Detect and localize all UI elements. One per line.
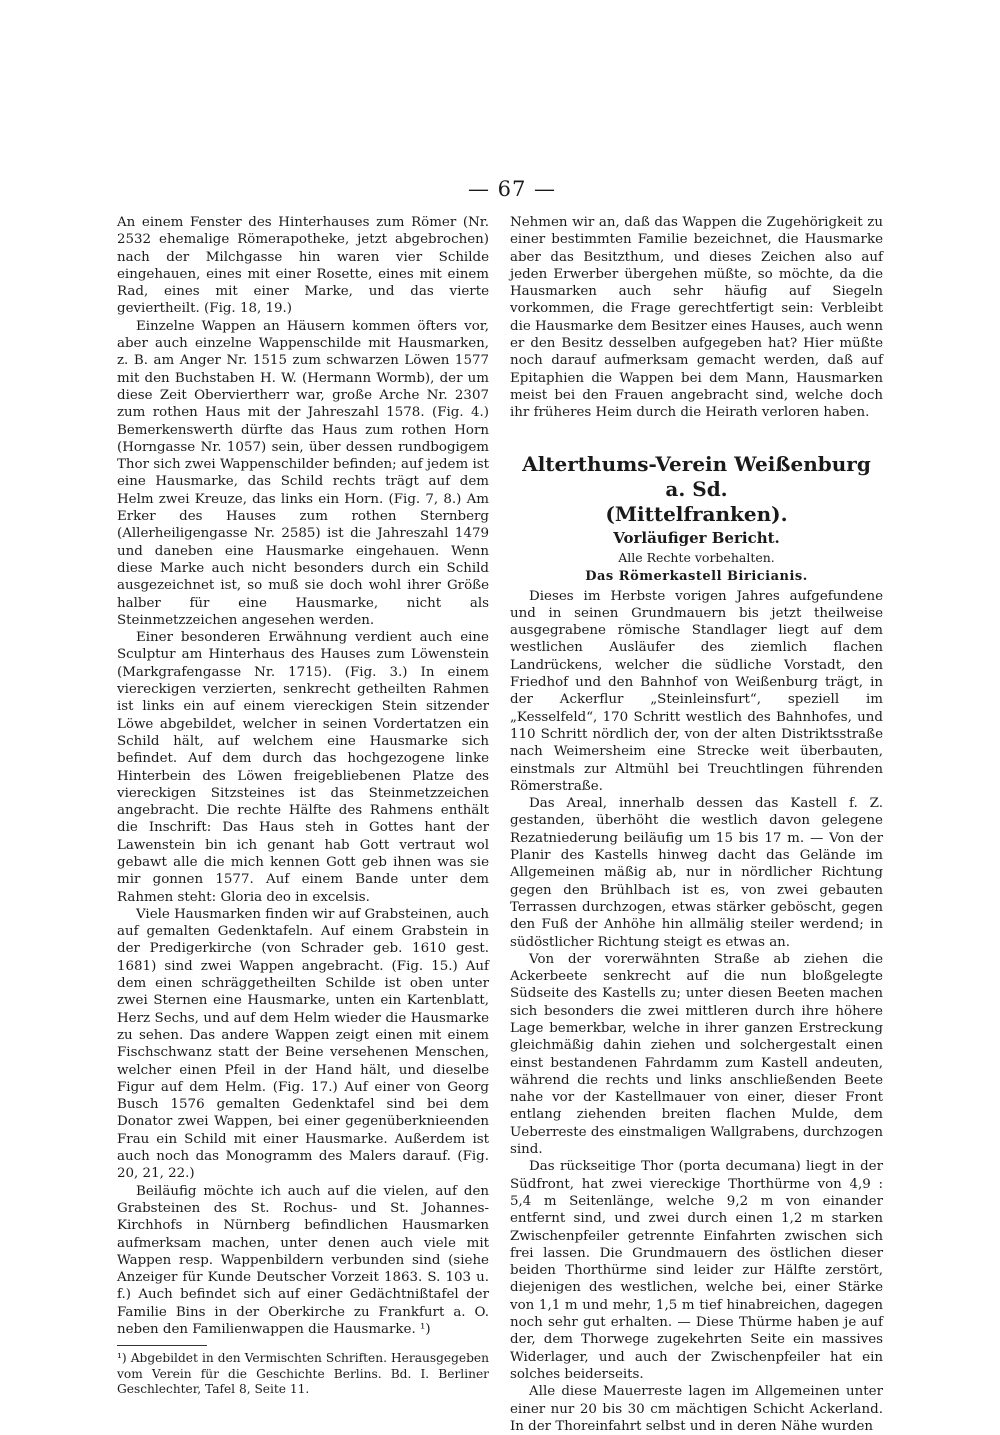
paragraph: Das Areal, innerhalb dessen das Kastell f. Z. gestanden, überhöht die westlich davon gelegene Rezatniederung beiläufig um 15 bis 17 m. — Von der Planir des Kastells hinweg dacht das Gelände im Allgemeinen mäßig ab, nur in nördlicher Richtung gegen den Brühlbach ist es, von zwei gebauten Terrassen durchzogen, etwas stärker geböscht, gegen den Fuß der Anhöhe hin allmälig steiler werdend; in südöstlicher Richtung steigt es etwas an. <box>510 796 883 950</box>
paragraph: Viele Hausmarken finden wir auf Grabsteinen, auch auf gemalten Gedenktafeln. Auf einem Grabstein in der Predigerkirche (von Schrader geb. 1610 gest. 1681) sind zwei Wappen angebracht. (Fig. 15.) Auf dem einen schräggetheilten Schilde ist oben unter zwei Sternen eine Hausmarke, unten ein Kartenblatt, Herz Sechs, und auf dem Helm wieder die Hausmarke zu sehen. Das andere Wappen zeigt einen mit einem Fischschwanz statt der Beine versehenen Menschen, welcher einen Pfeil in der Hand hält, und dieselbe Figur auf dem Helm. (Fig. 17.) Auf einer von Georg Busch 1576 gemalten Gedenktafel sind bei dem Donator zwei Wappen, bei einer gegenüberknieenden Frau ein Schild mit einer Hausmarke. Außerdem ist auch noch das Monogramm des Malers darauf. (Fig. 20, 21, 22.) <box>117 906 489 1182</box>
left-column <box>117 214 489 1398</box>
paragraph: Nehmen wir an, daß das Wappen die Zugehörigkeit zu einer bestimmten Familie bezeichnet, die Hausmarke aber das Besitzthum, und dieses Zeichen also auf jeden Erwerber übergehen müßte, so möchte, da die Hausmarken auch sehr häufig auf Siegeln vorkommen, die Frage gerechtfertigt sein: Verbleibt die Hausmarke dem Besitzer eines Hauses, auch wenn er den Besitz desselben aufgegeben hat? Hier müßte noch darauf aufmerksam gemacht werden, daß auf Epitaphien die Wappen bei dem Mann, Hausmarken meist bei den Frauen angebracht sind, welche doch ihr früheres Heim durch die Heirath verloren haben. <box>510 215 883 421</box>
paragraph: Einzelne Wappen an Häusern kommen öfters vor, aber auch einzelne Wappenschilde mit Hausmarken, z. B. am Anger Nr. 1515 zum schwarzen Löwen 1577 mit den Buchstaben H. W. (Hermann Wormb), der um diese Zeit Oberviertherr war, große Arche Nr. 2307 zum rothen Haus mit der Jahreszahl 1578. (Fig. 4.) Bemerkenswerth dürfte das Haus zum rothen Horn (Horngasse Nr. 1057) sein, über dessen rundbogigem Thor sich zwei Wappenschilder befinden; auf jedem ist eine Hausmarke, das Schild rechts trägt auf dem Helm zwei Kreuze, das links ein Horn. (Fig. 7, 8.) Am Erker des Hauses zum rothen Sternberg (Allerheiligengasse Nr. 2585) ist die Jahreszahl 1479 und daneben eine Hausmarke eingehauen. Wenn diese Marke auch nicht besonders durch ein Schild ausgezeichnet ist, so muß sie doch wohl ihrer Größe halber für eine Hausmarke, nicht als Steinmetzzeichen angesehen werden. <box>117 318 489 628</box>
paragraph: Beiläufig möchte ich auch auf die vielen, auf den Grabsteinen des St. Rochus- und St. Johannes-Kirchhofs in Nürnberg befindlichen Hausmarken aufmerksam machen, unter denen auch viele mit Wappen resp. Wappenbildern verbunden sind (siehe Anzeiger für Kunde Deutscher Vorzeit 1863. S. 103 u. f.) Auch befindet sich auf einer Gedächtnißtafel der Familie Bins in der Oberkirche zu Frankfurt a. O. neben den Familienwappen die Hausmarke. ¹) <box>117 1183 489 1337</box>
article-subheading: Vorläufiger Bericht. <box>613 528 780 547</box>
article-heading-region: (Mittelfranken). <box>605 501 788 526</box>
right-column <box>510 214 883 1435</box>
paragraph: Das rückseitige Thor (porta decumana) liegt in der Südfront, hat zwei viereckige Thorthürme von 4,9 : 5,4 m Seitenlänge, welche 9,2 m von einander entfernt sind, und zwei durch einen 1,2 m starken Zwischenpfeiler getrennte Einfahrten zwischen sich frei lassen. Die Grundmauern des östlichen dieser beiden Thorthürme sind leider zur Hälfte zerstört, diejenigen des westlichen, welche bei, einer Stärke von 1,1 m und mehr, 1,5 m tief hinabreichen, dagegen noch sehr gut erhalten. — Diese Thürme haben je auf der, dem Thorwege zugekehrten Seite ein massives Widerlager, und auch der Zwischenpfeiler hat ein solches beiderseits. <box>510 1159 883 1382</box>
article-heading: Alterthums-Verein Weißenburg a. Sd. <box>522 451 871 501</box>
paragraph: Alle diese Mauerreste lagen im Allgemeinen unter einer nur 20 bis 30 cm mächtigen Schicht Ackerland. In der Thoreinfahrt selbst und in deren Nähe wurden <box>510 1384 883 1434</box>
paragraph: An einem Fenster des Hinterhauses zum Römer (Nr. 2532 ehemalige Römerapotheke, jetzt abgebrochen) nach der Milchgasse hin waren vier Schilde eingehauen, eines mit einer Rosette, eines mit einem Rad, eines mit einer Marke, und das vierte geviertheilt. (Fig. 18, 19.) <box>117 215 489 317</box>
rights-notice: Alle Rechte vorbehalten. <box>618 549 775 565</box>
footnote: ¹) Abgebildet in den Vermischten Schriften. Herausgegeben vom Verein für die Geschichte Berlins. Bd. I. Berliner Geschlechter, Tafel 8, Seite 11. <box>117 1351 489 1397</box>
footnote-divider <box>117 1345 207 1346</box>
section-title: Das Römerkastell Biricianis. <box>585 568 808 584</box>
paragraph: Von der vorerwähnten Straße ab ziehen die Ackerbeete senkrecht auf die nun bloßgelegte Südseite des Kastells zu; unter diesen Beeten machen sich besonders die zwei mittleren durch ihre höhere Lage bemerkbar, welche in ihrer ganzen Erstreckung gleichmäßig dahin ziehen und solchergestalt einen einst bestandenen Fahrdamm zum Kastell andeuten, während die rechts und links anschließenden Beete nahe vor der Kastellmauer von einer, dieser Front entlang ziehenden breiten flachen Mulde, dem Ueberreste des einstmaligen Wallgrabens, durchzogen sind. <box>510 951 883 1158</box>
paragraph: Einer besonderen Erwähnung verdient auch eine Sculptur am Hinterhaus des Hauses zum Löwenstein (Markgrafengasse Nr. 1715). (Fig. 3.) In einem viereckigen verzierten, senkrecht getheilten Rahmen ist links ein auf einem viereckigen Stein sitzender Löwe abgebildet, welcher in seinen Vordertatzen ein Schild hält, auf welchem eine Hausmarke sich befindet. Auf dem durch das hochgezogene linke Hinterbein des Löwen freigebliebenen Platze des viereckigen Sitzsteines ist das Steinmetzzeichen angebracht. Die rechte Hälfte des Rahmens enthält die Inschrift: Das Haus steh in Gottes hant der Lawenstein bin ich genant hab Gott vertraut wol gebawt alle die mich kennen Gott geb ihnen was sie mir gonnen 1577. Auf einem Bande unter dem Rahmen steht: Gloria deo in excelsis. <box>117 630 489 905</box>
page-number: — 67 — <box>467 177 557 201</box>
paragraph: Dieses im Herbste vorigen Jahres aufgefundene und in seinen Grundmauern bis jetzt theilweise ausgegrabene römische Standlager liegt auf dem westlichen Ausläufer des ziemlich flachen Landrückens, welcher die südliche Vorstadt, den Friedhof und den Bahnhof von Weißenburg trägt, in der Ackerflur „Steinleinsfurt“, speziell im „Kesselfeld“, 170 Schritt westlich des Bahnhofes, und 110 Schritt nördlich der, von der alten Distriktsstraße nach Weimersheim eine Strecke weit überbauten, einstmals zur Altmühl bei Treuchtlingen führenden Römerstraße. <box>510 588 883 794</box>
